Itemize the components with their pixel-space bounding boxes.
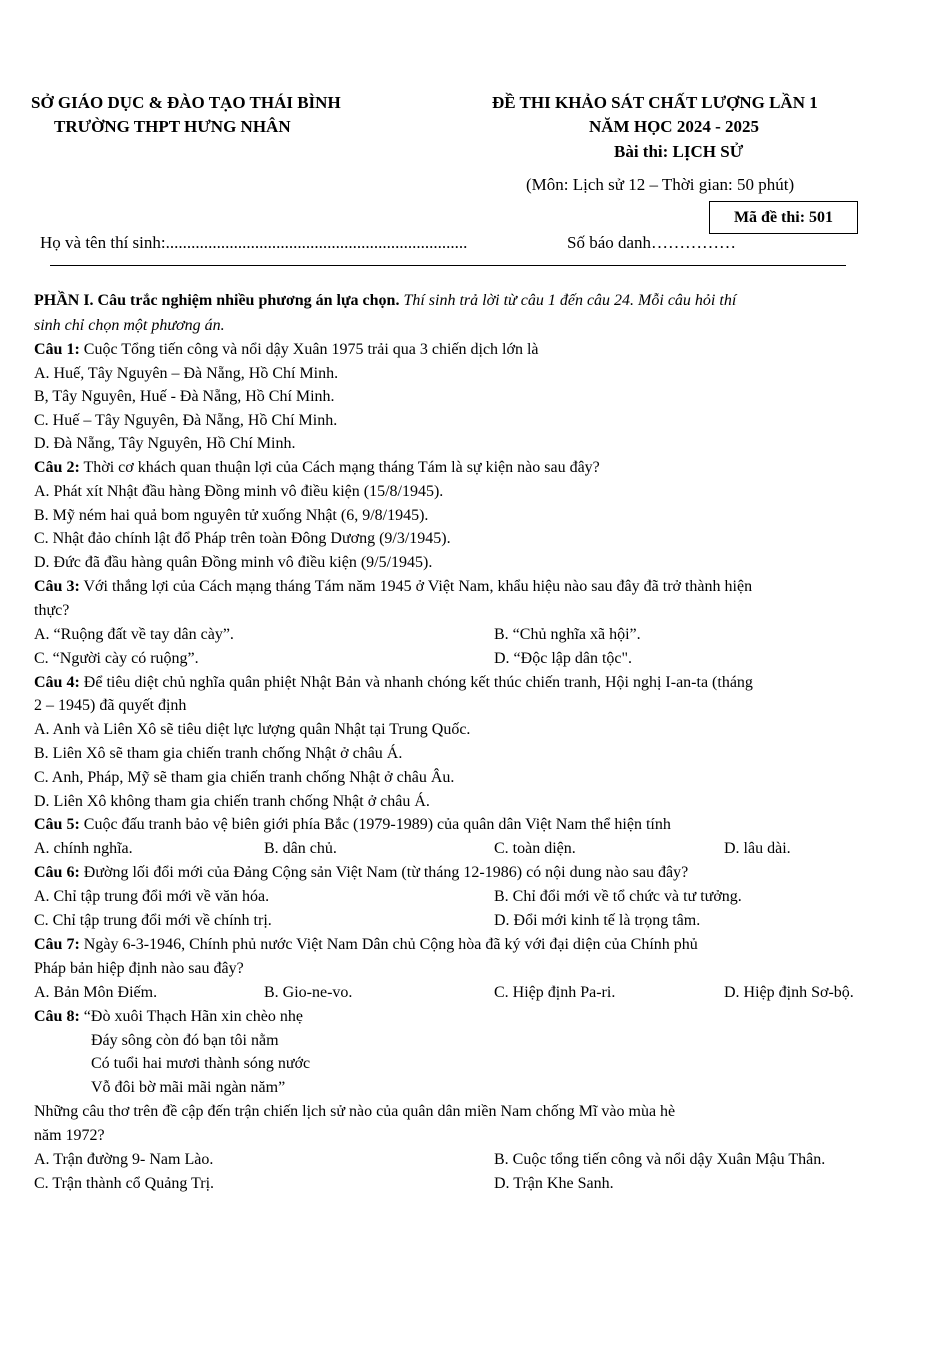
q2-option-c: C. Nhật đảo chính lật đổ Pháp trên toàn Đông Dương (9/3/1945). [34,530,451,547]
q6-option-c: C. Chỉ tập trung đổi mới về chính trị. [34,912,272,929]
student-name-field: Họ và tên thí sinh:....................................................................... [40,233,468,252]
q2-option-d: D. Đức đã đầu hàng quân Đồng minh vô điều kiện (9/5/1945). [34,554,433,571]
part1-instruction-2: sinh chỉ chọn một phương án. [34,317,225,334]
q6-option-b: B. Chỉ đổi mới về tổ chức và tư tưởng. [494,888,742,905]
question-7-label: Câu 7: [34,936,80,953]
q4-option-b: B. Liên Xô sẽ tham gia chiến tranh chống Nhật ở châu Á. [34,745,403,762]
question-5-text: Cuộc đấu tranh bảo vệ biên giới phía Bắc (1979-1989) của quân dân Việt Nam thể hiện tính [83,816,671,833]
q5-option-b: B. dân chủ. [264,840,337,857]
question-8-text-1: Những câu thơ trên đề cập đến trận chiến lịch sử nào của quân dân miền Nam chống Mĩ vào mùa hè [34,1103,676,1120]
question-4 [34,675,753,691]
q8-option-b: B. Cuộc tổng tiến công và nổi dậy Xuân Mậu Thân. [494,1151,826,1168]
question-2-text: Thời cơ khách quan thuận lợi của Cách mạng tháng Tám là sự kiện nào sau đây? [83,459,600,476]
question-8 [34,1009,303,1025]
question-3-text-1: Với thắng lợi của Cách mạng tháng Tám năm 1945 ở Việt Nam, khẩu hiệu nào sau đây đã trở thành hiện [83,578,753,595]
q3-option-c: C. “Người cày có ruộng”. [34,650,199,667]
question-1 [34,342,539,358]
q7-option-d: D. Hiệp định Sơ-bộ. [724,984,854,1001]
q3-option-d: D. “Độc lập dân tộc". [494,650,633,667]
question-2 [34,460,600,476]
question-1-text: Cuộc Tổng tiến công và nổi dậy Xuân 1975 trải qua 3 chiến dịch lớn là [83,341,539,358]
question-4-text-2: 2 – 1945) đã quyết định [34,697,187,714]
question-6-label: Câu 6: [34,864,80,881]
exam-code: Mã đề thi: 501 [733,208,834,226]
question-8-poem-4: Vỗ đôi bờ mãi mãi ngàn năm” [91,1079,286,1096]
question-8-label: Câu 8: [34,1008,80,1025]
question-4-label: Câu 4: [34,674,80,691]
question-8-text-2: năm 1972? [34,1127,105,1144]
school-year: NĂM HỌC 2024 - 2025 [589,117,759,136]
question-3-label: Câu 3: [34,578,80,595]
question-7-text-1: Ngày 6-3-1946, Chính phủ nước Việt Nam Dân chủ Cộng hòa đã ký với đại diện của Chính phủ [83,936,698,953]
q6-option-d: D. Đổi mới kinh tế là trọng tâm. [494,912,701,929]
q2-option-b: B. Mỹ ném hai quả bom nguyên tử xuống Nhật (6, 9/8/1945). [34,507,429,524]
question-5-label: Câu 5: [34,816,80,833]
q8-option-a: A. Trận đường 9- Nam Lào. [34,1151,214,1168]
department-name: SỞ GIÁO DỤC & ĐÀO TẠO THÁI BÌNH [31,93,341,112]
part1-instruction-1: Thí sinh trả lời từ câu 1 đến câu 24. Mỗi câu hỏi thí [403,292,737,309]
q1-option-c: C. Huế – Tây Nguyên, Đà Nẵng, Hồ Chí Minh. [34,412,338,429]
question-7-text-2: Pháp bản hiệp định nào sau đây? [34,960,244,977]
q1-option-b: B, Tây Nguyên, Huế - Đà Nẵng, Hồ Chí Minh. [34,388,335,405]
question-2-label: Câu 2: [34,459,80,476]
q3-option-b: B. “Chủ nghĩa xã hội”. [494,626,641,643]
question-6 [34,865,688,881]
q7-option-c: C. Hiệp định Pa-ri. [494,984,616,1001]
question-8-poem-3: Có tuổi hai mươi thành sóng nước [91,1055,311,1072]
q1-option-a: A. Huế, Tây Nguyên – Đà Nẵng, Hồ Chí Minh. [34,365,339,382]
exam-title: ĐỀ THI KHẢO SÁT CHẤT LƯỢNG LẦN 1 [492,93,818,112]
question-7 [34,937,698,953]
q5-option-a: A. chính nghĩa. [34,840,133,857]
q8-option-c: C. Trận thành cổ Quảng Trị. [34,1175,215,1192]
q4-option-c: C. Anh, Pháp, Mỹ sẽ tham gia chiến tranh chống Nhật ở châu Âu. [34,769,455,786]
question-5 [34,817,671,833]
q5-option-c: C. toàn diện. [494,840,576,857]
part1-title: PHẦN I. Câu trắc nghiệm nhiều phương án lựa chọn. [34,292,400,309]
q6-option-a: A. Chỉ tập trung đổi mới về văn hóa. [34,888,270,905]
student-id-field: Số báo danh…………… [567,233,737,252]
question-8-poem-1: “Đò xuôi Thạch Hãn xin chèo nhẹ [83,1008,303,1025]
question-3-text-2: thực? [34,602,70,619]
q3-option-a: A. “Ruộng đất về tay dân cày”. [34,626,234,643]
q7-option-a: A. Bản Môn Điếm. [34,984,158,1001]
question-1-label: Câu 1: [34,341,80,358]
q2-option-a: A. Phát xít Nhật đầu hàng Đồng minh vô điều kiện (15/8/1945). [34,483,444,500]
question-8-poem-2: Đáy sông còn đó bạn tôi nằm [91,1032,279,1049]
q1-option-d: D. Đà Nẵng, Tây Nguyên, Hồ Chí Minh. [34,435,296,452]
question-3 [34,579,752,595]
exam-subject: Bài thi: LỊCH SỬ [614,142,744,161]
subject-time: (Môn: Lịch sử 12 – Thời gian: 50 phút) [526,175,795,194]
exam-code-box [709,201,858,234]
q7-option-b: B. Gio-ne-vo. [264,984,353,1001]
q5-option-d: D. lâu dài. [724,840,791,857]
q4-option-a: A. Anh và Liên Xô sẽ tiêu diệt lực lượng quân Nhật tại Trung Quốc. [34,721,471,738]
q8-option-d: D. Trận Khe Sanh. [494,1175,614,1192]
q4-option-d: D. Liên Xô không tham gia chiến tranh chống Nhật ở châu Á. [34,793,430,810]
header-divider [50,265,846,266]
part1-heading [34,293,736,309]
question-6-text: Đường lối đổi mới của Đảng Cộng sản Việt Nam (từ tháng 12-1986) có nội dung nào sau đây? [83,864,689,881]
school-name: TRƯỜNG THPT HƯNG NHÂN [54,117,291,136]
question-4-text-1: Để tiêu diệt chủ nghĩa quân phiệt Nhật Bản và nhanh chóng kết thúc chiến tranh, Hội nghị I-an-ta (tháng [83,674,753,691]
